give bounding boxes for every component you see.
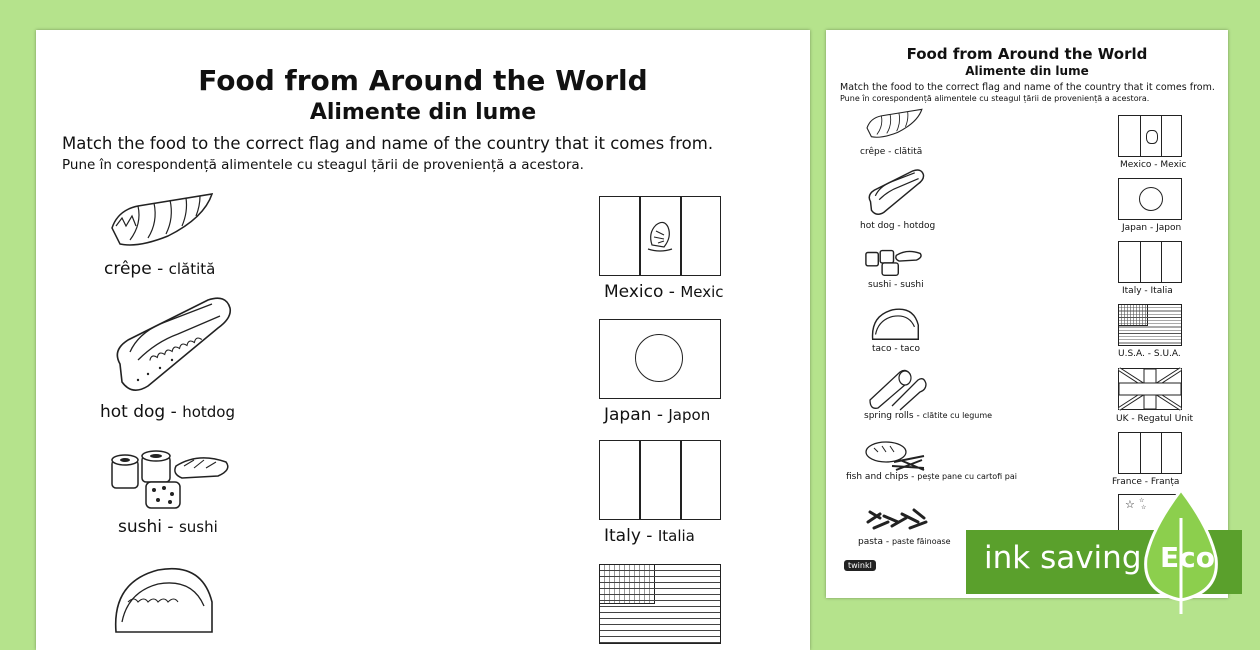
small-country-label-mexico: Mexico - Mexic	[1120, 160, 1187, 170]
small-country-label-france: France - Franța	[1112, 477, 1180, 487]
country-label-italy: Italy - Italia	[604, 526, 695, 546]
small-usa-flag-icon	[1118, 304, 1182, 346]
instruction-english: Match the food to the correct flag and name of the country that it comes from.	[62, 134, 714, 153]
small-uk-flag-icon	[1118, 368, 1182, 410]
small-food-label-crepe: crêpe - clătită	[860, 147, 923, 157]
small-food-label-pasta: pasta - paste făinoase	[858, 537, 951, 547]
small-crepe-icon	[864, 106, 926, 140]
china-flag-star-icon: ☆	[1125, 498, 1135, 511]
country-label-japan: Japan - Japon	[604, 405, 711, 425]
twinkl-logo: twinkl	[844, 560, 876, 571]
small-taco-icon	[864, 306, 926, 344]
taco-icon	[108, 562, 218, 642]
japan-flag-icon	[599, 319, 721, 399]
country-label-mexico: Mexico - Mexic	[604, 282, 724, 302]
usa-flag-icon	[599, 564, 721, 644]
ink-saving-label: ink saving	[984, 540, 1142, 576]
union-jack-icon	[1119, 369, 1181, 409]
small-country-label-italy: Italy - Italia	[1122, 286, 1173, 296]
mexico-flag-icon	[599, 196, 721, 276]
spring-rolls-icon	[866, 366, 928, 410]
small-food-label-sushi: sushi - sushi	[868, 280, 924, 290]
sushi-icon	[108, 448, 234, 512]
food-label-hot-dog: hot dog - hotdog	[100, 402, 235, 422]
small-country-label-uk: UK - Regatul Unit	[1116, 414, 1194, 424]
small-instruction-english: Match the food to the correct flag and name of the country that it comes from.	[840, 82, 1215, 93]
small-hot-dog-icon	[864, 168, 928, 218]
eco-badge-label: Eco	[1160, 541, 1215, 574]
food-label-crepe: crêpe - clătită	[104, 259, 216, 279]
small-food-label-fish-and-chips: fish and chips - pește pane cu cartofi pai	[846, 472, 1017, 482]
small-sushi-icon	[864, 246, 924, 278]
small-china-flag-icon: ☆ ☆ ☆	[1118, 494, 1182, 536]
worksheet-preview-large	[36, 30, 810, 650]
small-mexico-flag-icon	[1118, 115, 1182, 157]
worksheet-subtitle: Alimente din lume	[309, 100, 537, 125]
hot-dog-icon	[108, 294, 238, 398]
mexico-emblem-icon	[644, 217, 676, 253]
worksheet-title: Food from Around the World	[198, 64, 648, 97]
small-france-flag-icon	[1118, 432, 1182, 474]
italy-flag-icon	[599, 440, 721, 520]
small-worksheet-title: Food from Around the World	[906, 45, 1148, 63]
fish-and-chips-icon	[864, 438, 928, 474]
small-food-label-taco: taco - taco	[872, 344, 920, 354]
small-food-label-spring-rolls: spring rolls - clătite cu legume	[864, 411, 993, 421]
small-italy-flag-icon	[1118, 241, 1182, 283]
pasta-icon	[864, 502, 930, 536]
crepe-icon	[108, 188, 218, 250]
instruction-romanian: Pune în corespondență alimentele cu steagul țării de proveniență a acestora.	[62, 157, 584, 173]
small-japan-flag-icon	[1118, 178, 1182, 220]
food-label-sushi: sushi - sushi	[118, 517, 218, 537]
small-country-label-usa: U.S.A. - S.U.A.	[1118, 349, 1181, 359]
small-food-label-hot-dog: hot dog - hotdog	[860, 221, 936, 231]
small-worksheet-subtitle: Alimente din lume	[965, 64, 1089, 78]
small-instruction-romanian: Pune în corespondență alimentele cu steagul țării de proveniență a acestora.	[840, 94, 1150, 103]
small-country-label-japan: Japan - Japon	[1122, 223, 1182, 233]
